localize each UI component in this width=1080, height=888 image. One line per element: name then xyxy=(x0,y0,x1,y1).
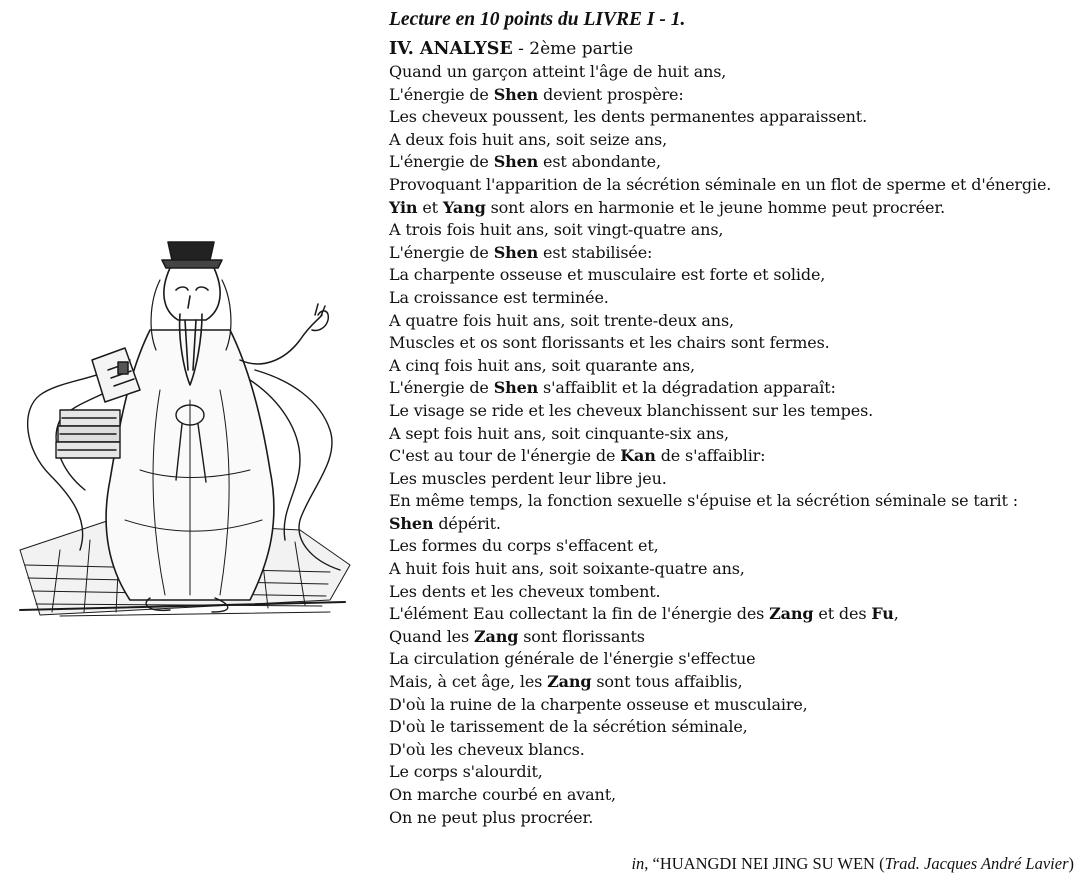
poem-line xyxy=(389,603,1075,626)
line-text: L'élément Eau collectant la fin de l'énergie des xyxy=(389,604,770,624)
section-sublabel: - 2ème partie xyxy=(512,39,634,59)
emphasized-term: Zang xyxy=(769,604,814,624)
emphasized-term: Shen xyxy=(493,378,539,398)
line-text: On ne peut plus procréer. xyxy=(389,807,594,827)
line-text: Le corps s'alourdit, xyxy=(389,762,543,782)
line-text: est stabilisée: xyxy=(538,242,653,262)
poem-line xyxy=(389,197,1075,220)
poem-line xyxy=(389,61,1075,84)
line-text: D'où les cheveux blancs. xyxy=(389,739,585,759)
line-text: La circulation générale de l'énergie s'effectue xyxy=(389,649,756,669)
line-text: L'énergie de xyxy=(389,152,494,172)
line-text: A sept fois huit ans, soit cinquante-six ans, xyxy=(389,423,729,443)
line-text: A huit fois huit ans, soit soixante-quatre ans, xyxy=(389,559,745,579)
line-text: Les cheveux poussent, les dents permanentes apparaissent. xyxy=(389,107,868,127)
sage-illustration xyxy=(0,220,390,660)
line-text: Muscles et os sont florissants et les chairs sont fermes. xyxy=(389,333,830,353)
poem-line xyxy=(389,84,1075,107)
line-text: L'énergie de xyxy=(389,378,494,398)
line-text: A quatre fois huit ans, soit trente-deux ans, xyxy=(389,310,734,330)
line-text: de s'affaiblir: xyxy=(655,446,766,466)
poem-line xyxy=(389,287,1075,310)
poem-line xyxy=(389,513,1075,536)
line-text: , xyxy=(893,604,899,624)
poem-line xyxy=(389,174,1075,197)
poem-line xyxy=(389,784,1075,807)
line-text: devient prospère: xyxy=(538,84,684,104)
line-text: Mais, à cet âge, les xyxy=(389,672,548,692)
emphasized-term: Shen xyxy=(389,513,434,533)
book-stack xyxy=(56,410,120,458)
emphasized-term: Zang xyxy=(473,626,519,646)
emphasized-term: Shen xyxy=(493,242,539,262)
line-text: sont tous affaiblis, xyxy=(591,672,743,692)
line-text: L'énergie de xyxy=(389,84,494,104)
line-text: L'énergie de xyxy=(389,242,494,262)
poem-line xyxy=(389,310,1075,333)
poem-line xyxy=(389,151,1075,174)
poem-line xyxy=(389,671,1075,694)
line-text: La croissance est terminée. xyxy=(389,287,609,307)
poem-line xyxy=(389,468,1075,491)
poem-line xyxy=(389,264,1075,287)
text-column xyxy=(389,6,1075,829)
poem-line xyxy=(389,558,1075,581)
poem-line xyxy=(389,535,1075,558)
emphasized-term: Yin xyxy=(389,197,418,217)
poem-line xyxy=(389,445,1075,468)
poem-line xyxy=(389,423,1075,446)
citation-translator: Trad. Jacques André Lavier xyxy=(884,854,1069,873)
poem-line xyxy=(389,490,1075,513)
line-text: D'où la ruine de la charpente osseuse et musculaire, xyxy=(389,694,808,714)
poem-lines xyxy=(389,61,1075,829)
line-text: sont alors en harmonie et le jeune homme peut procréer. xyxy=(485,197,946,217)
poem-line xyxy=(389,739,1075,762)
citation-suffix: ) xyxy=(1068,854,1074,873)
line-text: Provoquant l'apparition de la sécrétion séminale en un flot de sperme et d'énergie. xyxy=(389,174,1052,194)
raised-hand xyxy=(240,304,328,364)
line-text: Les formes du corps s'effacent et, xyxy=(389,536,659,556)
section-label: IV. ANALYSE xyxy=(389,39,513,59)
line-text: D'où le tarissement de la sécrétion séminale, xyxy=(389,717,748,737)
poem-line xyxy=(389,377,1075,400)
line-text: On marche courbé en avant, xyxy=(389,785,616,804)
line-text: Quand les xyxy=(389,626,474,646)
poem-line xyxy=(389,807,1075,830)
line-text: et des xyxy=(813,604,872,624)
poem-line xyxy=(389,694,1075,717)
emphasized-term: Kan xyxy=(620,446,656,466)
emphasized-term: Shen xyxy=(493,84,539,104)
poem-line xyxy=(389,400,1075,423)
emphasized-term: Fu xyxy=(871,604,894,624)
emphasized-term: Zang xyxy=(547,672,592,692)
line-text: et xyxy=(417,197,443,217)
line-text: En même temps, la fonction sexuelle s'épuise et la sécrétion séminale se tarit : xyxy=(389,491,1018,511)
citation-title: , “HUANGDI NEI JING SU WEN ( xyxy=(644,854,885,873)
line-text: Les dents et les cheveux tombent. xyxy=(389,581,661,601)
poem-line xyxy=(389,626,1075,649)
line-text: s'affaiblit et la dégradation apparaît: xyxy=(538,378,836,398)
poem-line xyxy=(389,716,1075,739)
line-text: Les muscles perdent leur libre jeu. xyxy=(389,468,667,488)
line-text: A cinq fois huit ans, soit quarante ans, xyxy=(389,355,695,375)
line-text: Le visage se ride et les cheveux blanchissent sur les tempes. xyxy=(389,400,874,420)
line-text: Quand un garçon atteint l'âge de huit ans, xyxy=(389,62,727,81)
line-text: C'est au tour de l'énergie de xyxy=(389,446,621,466)
poem-line xyxy=(389,648,1075,671)
poem-line xyxy=(389,106,1075,129)
line-text: est abondante, xyxy=(538,152,661,172)
citation-prefix: in xyxy=(631,854,645,873)
section-heading xyxy=(389,38,1075,61)
poem-line xyxy=(389,761,1075,784)
poem-line xyxy=(389,332,1075,355)
poem-line xyxy=(389,219,1075,242)
poem-line xyxy=(389,129,1075,152)
line-text: sont florissants xyxy=(518,626,645,646)
citation xyxy=(631,852,1074,876)
line-text: La charpente osseuse et musculaire est forte et solide, xyxy=(389,265,826,285)
poem-line xyxy=(389,355,1075,378)
line-text: A trois fois huit ans, soit vingt-quatre ans, xyxy=(389,220,724,240)
line-text: A deux fois huit ans, soit seize ans, xyxy=(389,129,668,149)
line-text: dépérit. xyxy=(433,513,501,533)
emphasized-term: Yang xyxy=(442,197,486,217)
emphasized-term: Shen xyxy=(493,152,539,172)
page-heading: Lecture en 10 points du LIVRE I - 1. xyxy=(389,9,686,30)
poem-line xyxy=(389,242,1075,265)
poem-line xyxy=(389,581,1075,604)
